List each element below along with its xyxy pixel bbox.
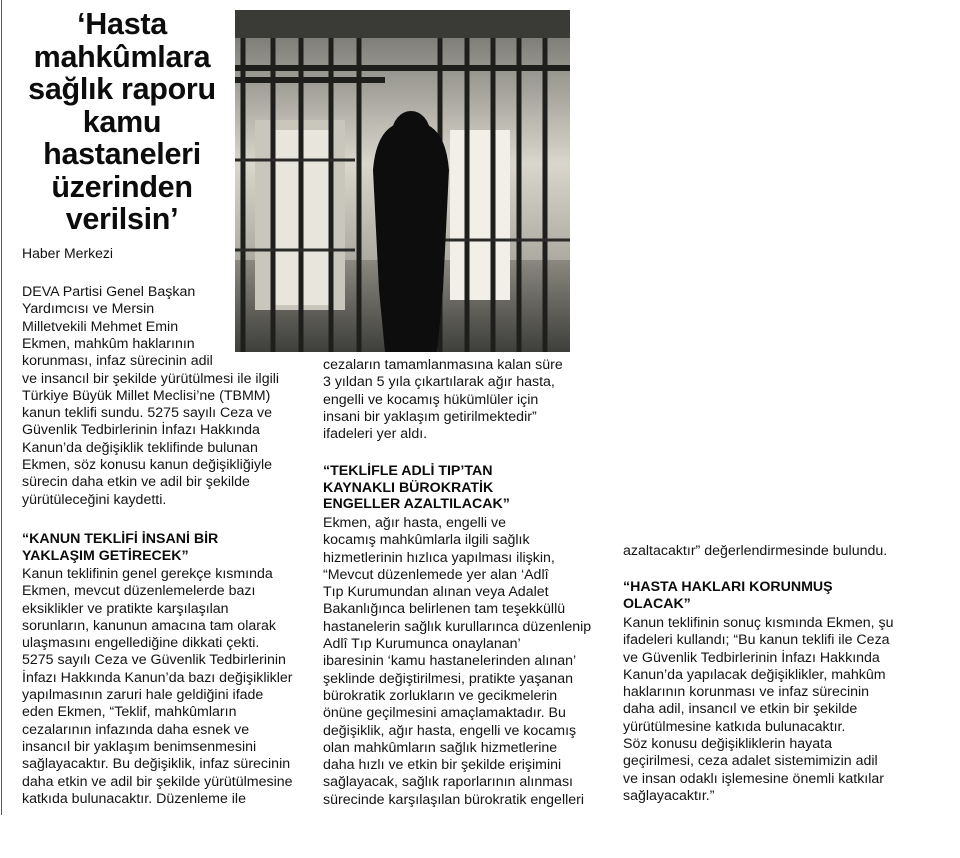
headline: ‘Hasta mahkûmlara sağlık raporu kamu hastaneleri üzerinden verilsin’ bbox=[28, 7, 216, 236]
text-line: cezalarının infazında daha esnek ve bbox=[22, 721, 250, 738]
text-line: ulaşmasını engellediğine dikkati çekti. bbox=[22, 635, 260, 652]
text-line: 5275 sayılı Ceza ve Güvenlik Tedbirlerinin bbox=[22, 652, 286, 669]
text-line: Bakanlığınca belirlenen tam teşekküllü bbox=[323, 601, 566, 618]
text-line: Türkiye Büyük Millet Meclisi’ne (TBMM) bbox=[22, 387, 271, 404]
text-line: Kanun teklifinin genel gerekçe kısmında bbox=[22, 566, 273, 582]
text-line: Tıp Kurumundan alınan veya Adalet bbox=[323, 584, 549, 601]
text-line: azaltacaktır” değerlendirmesinde bulundu. bbox=[623, 543, 888, 559]
text-line: Kanun teklifinin sonuç kısmında Ekmen, şu bbox=[623, 615, 894, 631]
text-line: kanun teklifi sundu. 5275 sayılı Ceza ve bbox=[22, 405, 273, 422]
text-line: ve insancıl bir şekilde yürütülmesi ile ilgili bbox=[22, 370, 280, 387]
text-line: Yardımcısı ve Mersin bbox=[22, 301, 155, 318]
text-line: ifadeleri kullandı; “Bu kanun teklifi ile Ceza bbox=[623, 632, 890, 649]
text-line: olan mahkûmların sağlık hizmetlerine bbox=[323, 739, 558, 756]
text-line: Kanun’da değişiklik teklifinde bulunan bbox=[22, 439, 258, 456]
subheading-line: ENGELLER AZALTILACAK” bbox=[323, 496, 510, 512]
text-line: ve insan odaklı işlemesine önemli katkılar bbox=[623, 770, 885, 787]
text-line: Ekmen, ağır hasta, engelli ve bbox=[323, 515, 506, 531]
text-line: hizmetlerinin hızlıca yapılması ilişkin, bbox=[323, 549, 555, 566]
text-line: daha adil, insancıl ve etkin bir şekilde bbox=[623, 701, 858, 718]
text-line: Adlî Tıp Kurumunca onaylanan’ bbox=[323, 636, 521, 653]
text-line: Ekmen, söz konusu kanun değişikliğiyle bbox=[22, 456, 272, 473]
text-line: daha hızlı ve etkin bir şekilde erişimini bbox=[323, 757, 562, 774]
subheading-line: YAKLAŞIM GETİRECEK” bbox=[22, 547, 189, 564]
text-line: 3 yıldan 5 yıla çıkartılarak ağır hasta, bbox=[323, 374, 555, 391]
text-line: Söz konusu değişikliklerin hayata bbox=[623, 736, 832, 753]
subheading-line: “TEKLİFLE ADLİ TIP’TAN bbox=[323, 463, 493, 479]
text-line: DEVA Partisi Genel Başkan bbox=[22, 284, 196, 300]
col2-top bbox=[323, 357, 613, 443]
text-line: sürecin daha etkin ve adil bir şekilde bbox=[22, 474, 250, 491]
text-line: korunması, infaz sürecinin adil bbox=[22, 353, 213, 370]
text-line: sorunların, kanunun amacına tam olarak bbox=[22, 617, 276, 634]
col1-intro-wide bbox=[22, 371, 322, 509]
text-line: Milletvekili Mehmet Emin bbox=[22, 318, 179, 335]
text-line: Ekmen, mevcut düzenlemelerde bazı bbox=[22, 583, 256, 600]
text-line: yürütülmesine katkıda bulunacaktır. bbox=[623, 718, 846, 735]
text-line: eden Ekmen, “Teklif, mahkûmların bbox=[22, 704, 237, 721]
text-line: cezaların tamamlanmasına kalan süre bbox=[323, 357, 563, 373]
subheading-line: “HASTA HAKLARI KORUNMUŞ bbox=[623, 579, 833, 595]
col2-body bbox=[323, 515, 613, 809]
col1-subhead bbox=[22, 531, 322, 564]
text-line: “Mevcut düzenlemede yer alan ‘Adlî bbox=[323, 566, 549, 583]
column-rule bbox=[1, 0, 2, 815]
prison-corridor-silhouette-photo bbox=[235, 10, 570, 352]
subheading-line: OLACAK” bbox=[623, 595, 691, 612]
text-line: ifadeleri yer aldı. bbox=[323, 426, 428, 443]
text-line: haklarının korunması ve infaz sürecinin bbox=[623, 684, 870, 701]
text-line: engelli ve kocamış hükümlüler için bbox=[323, 391, 539, 408]
subheading-line: KAYNAKLI BÜROKRATİK bbox=[323, 479, 494, 496]
text-line: sürecinde karşılaşılan bürokratik engelleri bbox=[323, 791, 585, 808]
text-line: sağlayacaktır. Bu değişiklik, infaz sürecinin bbox=[22, 756, 291, 773]
text-line: yapılmasının zaruri hale geldiğini ifade bbox=[22, 687, 264, 704]
text-line: eksiklikler ve pratikte karşılaşılan bbox=[22, 600, 229, 617]
text-line: Güvenlik Tedbirlerinin İnfazı Hakkında bbox=[22, 422, 260, 439]
text-line: yürütüleceğini kaydetti. bbox=[22, 491, 167, 508]
col2-subhead bbox=[323, 463, 613, 513]
col3-body bbox=[623, 615, 933, 805]
text-line: hastanelerin sağlık kurullarınca düzenlenip bbox=[323, 618, 592, 635]
text-line: daha etkin ve adil bir şekilde yürütülmesine bbox=[22, 773, 293, 790]
text-line: şeklinde değiştirilmesi, pratikte yaşanan bbox=[323, 670, 573, 687]
text-line: insani bir yaklaşım getirilmektedir” bbox=[323, 408, 537, 425]
text-line: geçirilmesi, ceza adalet sistemimizin adil bbox=[623, 753, 878, 770]
prison-corridor-photo bbox=[235, 10, 570, 352]
text-line: sağlayacaktır.” bbox=[623, 787, 715, 804]
text-line: İnfazı Hakkında Kanun’da bazı değişiklikler bbox=[22, 669, 293, 686]
text-line: bürokratik zorlukların ve gecikmelerin bbox=[323, 687, 558, 704]
subheading-line: “KANUN TEKLİFİ İNSANİ BİR bbox=[22, 531, 219, 547]
text-line: katkıda bulunacaktır. Düzenleme ile bbox=[22, 790, 246, 807]
text-line: sağlayacak, sağlık raporlarının alınması bbox=[323, 774, 573, 791]
text-line: ibaresinin ‘kamu hastanelerinden alınan’ bbox=[323, 653, 577, 670]
col3-subhead bbox=[623, 579, 933, 612]
byline: Haber Merkezi bbox=[22, 245, 114, 261]
text-line: önüne geçilmesini amaçlamaktadır. Bu bbox=[323, 705, 566, 722]
text-line: insancıl bir yaklaşım benimsenmesini bbox=[22, 738, 257, 755]
text-line: değişiklik, ağır hasta, engelli ve kocamış bbox=[323, 722, 577, 739]
text-line: Ekmen, mahkûm haklarının bbox=[22, 335, 195, 352]
text-line: Kanun’da yapılacak değişiklikler, mahkûm bbox=[623, 666, 886, 683]
col1-intro-narrow bbox=[22, 284, 227, 370]
text-line: kocamış mahkûmlarla ilgili sağlık bbox=[323, 532, 530, 549]
col1-body bbox=[22, 566, 322, 808]
col3-top bbox=[623, 543, 933, 560]
text-line: ve Güvenlik Tedbirlerinin İnfazı Hakkında bbox=[623, 649, 880, 666]
